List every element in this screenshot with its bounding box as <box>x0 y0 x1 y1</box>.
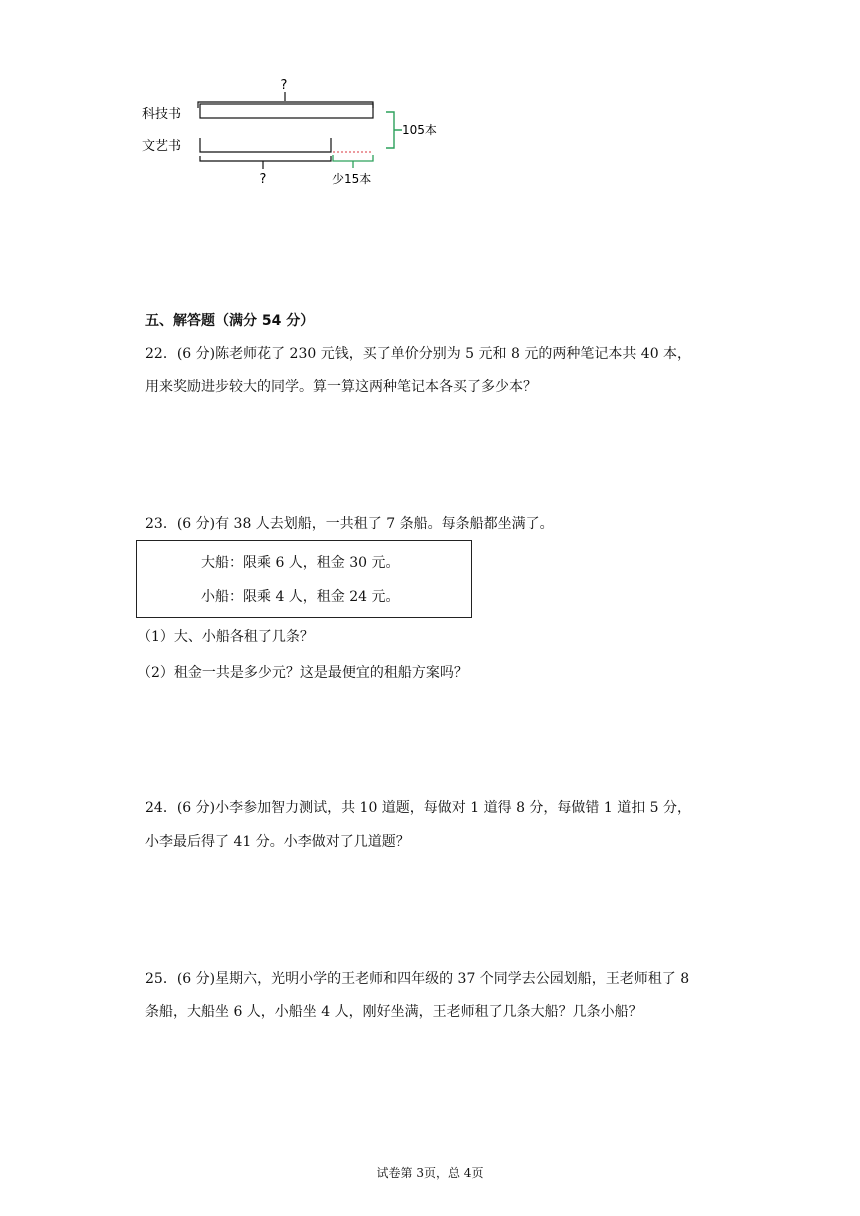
question-mark-top: ? <box>280 78 288 93</box>
section-title: 五、解答题（满分 54 分） <box>145 313 315 329</box>
line-segment-diagram <box>140 70 460 200</box>
bar-science-books <box>200 104 373 118</box>
page-footer: 试卷第 3页，总 4页 <box>376 1166 484 1180</box>
q24-line2: 小李最后得了 41 分。小李做对了几道题？ <box>145 834 410 850</box>
label-arts-books: 文艺书 <box>142 139 182 154</box>
bar-arts-books <box>200 138 331 152</box>
box-line-big-boat: 大船：限乘 6 人，租金 30 元。 <box>201 555 400 571</box>
box-line-small-boat: 小船：限乘 4 人，租金 24 元。 <box>201 589 400 605</box>
brace-bottom <box>200 156 331 161</box>
label-total-105: 105本 <box>402 123 437 137</box>
brace-total <box>386 112 402 148</box>
brace-less <box>333 155 373 161</box>
question-mark-bottom: ? <box>259 172 267 187</box>
q22-line2: 用来奖励进步较大的同学。算一算这两种笔记本各买了多少本？ <box>145 379 537 395</box>
q25-line2: 条船，大船坐 6 人，小船坐 4 人，刚好坐满，王老师租了几条大船？几条小船？ <box>145 1004 643 1020</box>
q23-sub2: （2）租金一共是多少元？这是最便宜的租船方案吗？ <box>137 665 468 681</box>
q23-sub1: （1）大、小船各租了几条？ <box>137 629 314 645</box>
label-less-15: 少15本 <box>332 172 372 186</box>
q24-line1: 24．(6 分)小李参加智力测试，共 10 道题，每做对 1 道得 8 分，每做错 1 道扣 5 分， <box>145 800 692 816</box>
q25-line1: 25．(6 分)星期六，光明小学的王老师和四年级的 37 个同学去公园划船，王老师租了 8 <box>145 971 690 987</box>
label-science-books: 科技书 <box>142 107 182 122</box>
boat-info-box <box>136 540 472 618</box>
q22-line1: 22．(6 分)陈老师花了 230 元钱，买了单价分别为 5 元和 8 元的两种笔记本共 40 本， <box>145 346 692 362</box>
q23-line1: 23．(6 分)有 38 人去划船，一共租了 7 条船。每条船都坐满了。 <box>145 516 554 532</box>
brace-top <box>198 102 373 108</box>
